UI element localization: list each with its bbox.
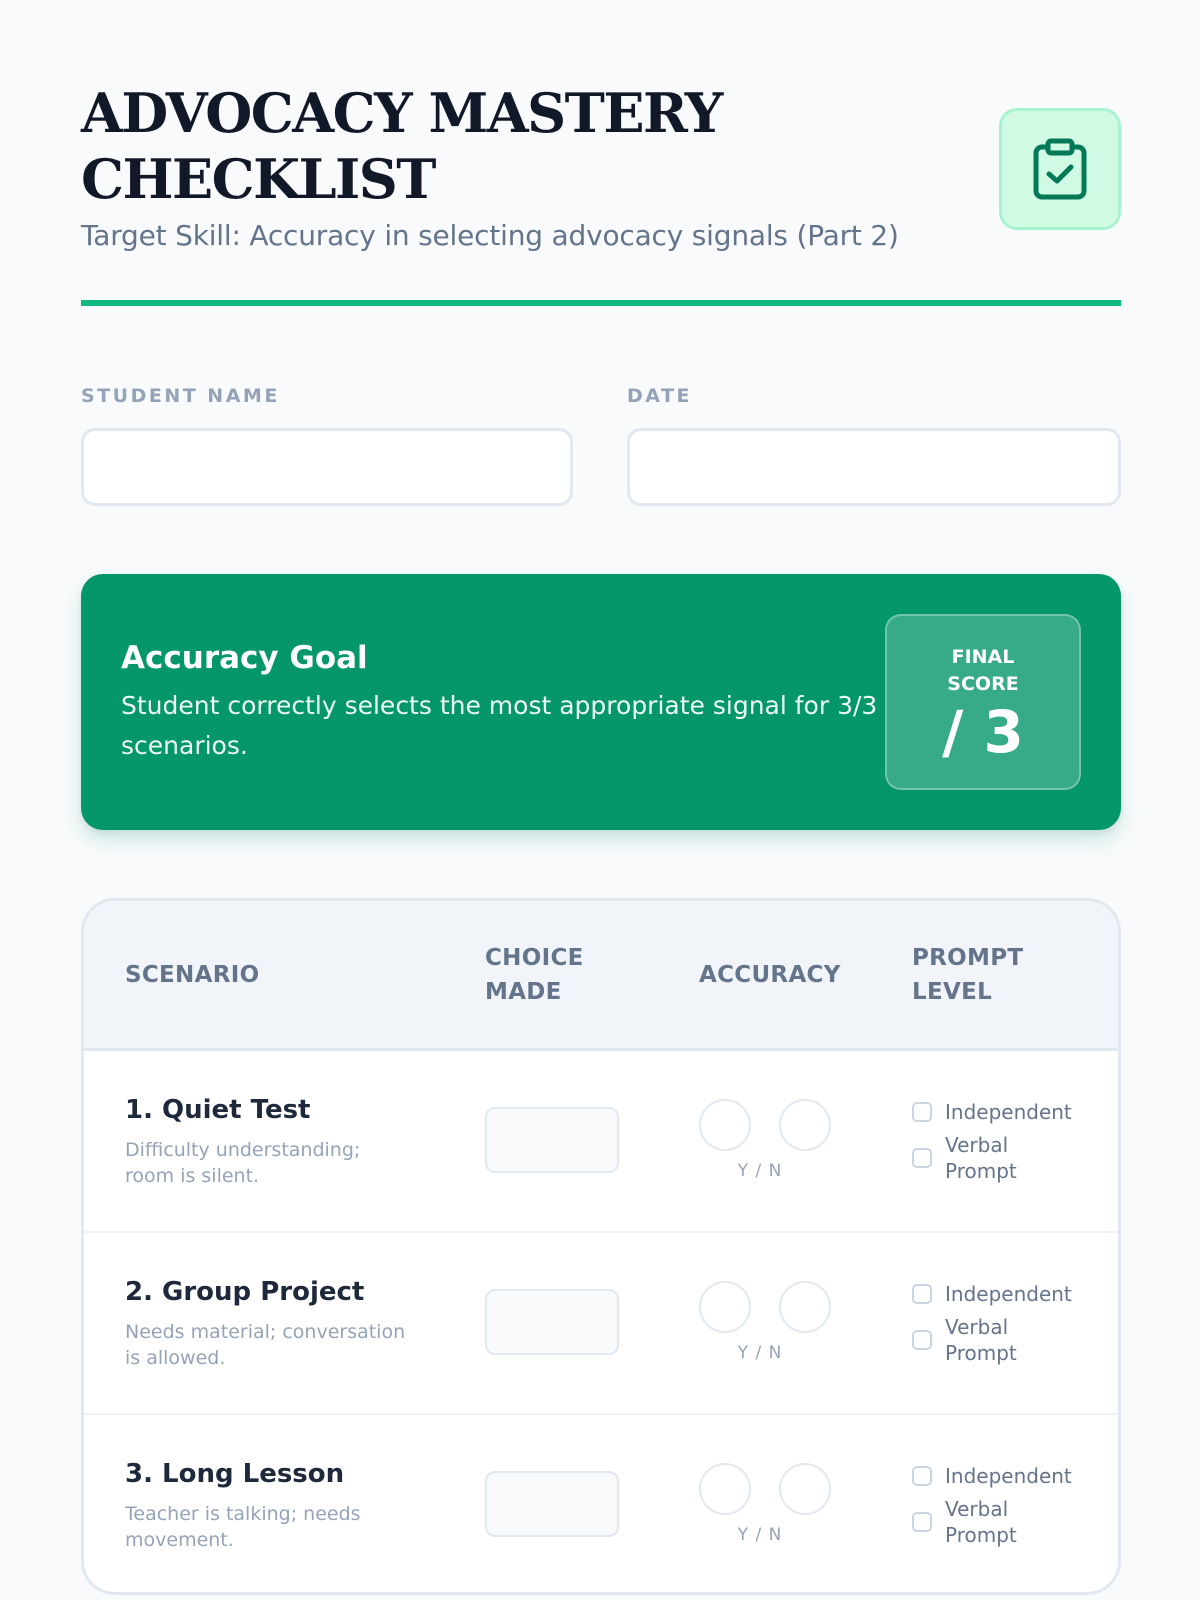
independent-checkbox[interactable]: [912, 1284, 932, 1304]
independent-checkbox[interactable]: [912, 1466, 932, 1486]
final-score-value: / 3: [942, 698, 1024, 766]
final-score-label: FINAL SCORE: [947, 646, 1019, 695]
student-name-field[interactable]: [81, 428, 573, 506]
accuracy-no-circle[interactable]: [779, 1099, 831, 1151]
independent-label: Independent: [945, 1464, 1072, 1488]
scenario-description: Needs material; conversation is allowed.: [125, 1321, 406, 1369]
table-header: [84, 901, 1118, 1051]
clipboard-check-icon: [1032, 138, 1088, 200]
accuracy-yes-circle[interactable]: [699, 1281, 751, 1333]
accuracy-no-circle[interactable]: [779, 1463, 831, 1515]
student-name-label: STUDENT NAME: [81, 385, 280, 407]
date-label: DATE: [627, 385, 692, 407]
accuracy-yes-circle[interactable]: [699, 1099, 751, 1151]
choice-made-field[interactable]: [485, 1289, 619, 1355]
independent-checkbox[interactable]: [912, 1102, 932, 1122]
scenario-title: 2. Group Project: [125, 1277, 365, 1307]
table-row: [84, 1415, 1118, 1595]
verbal-prompt-label: Verbal Prompt: [945, 1315, 1017, 1365]
scenario-table: [81, 898, 1121, 1595]
scenario-title: 1. Quiet Test: [125, 1095, 311, 1125]
verbal-prompt-checkbox[interactable]: [912, 1148, 932, 1168]
accuracy-no-circle[interactable]: [779, 1281, 831, 1333]
independent-label: Independent: [945, 1282, 1072, 1306]
column-header-prompt-level: PROMPT LEVEL: [912, 944, 1024, 1005]
verbal-prompt-label: Verbal Prompt: [945, 1497, 1017, 1547]
accuracy-yes-circle[interactable]: [699, 1463, 751, 1515]
final-score-box: [885, 614, 1081, 790]
accuracy-yn-label: Y / N: [737, 1161, 783, 1181]
independent-label: Independent: [945, 1100, 1072, 1124]
scenario-description: Difficulty understanding; room is silent.: [125, 1139, 361, 1187]
verbal-prompt-checkbox[interactable]: [912, 1330, 932, 1350]
verbal-prompt-label: Verbal Prompt: [945, 1133, 1017, 1183]
column-header-scenario: SCENARIO: [125, 961, 260, 988]
page-title: ADVOCACY MASTERY CHECKLIST: [81, 81, 722, 211]
date-field[interactable]: [627, 428, 1121, 506]
scenario-title: 3. Long Lesson: [125, 1459, 345, 1489]
choice-made-field[interactable]: [485, 1471, 619, 1537]
table-row: [84, 1051, 1118, 1233]
goal-description: Student correctly selects the most appropriate signal for 3/3 scenarios.: [121, 691, 878, 760]
column-header-accuracy: ACCURACY: [699, 961, 841, 988]
accuracy-yn-label: Y / N: [737, 1525, 783, 1545]
header: [81, 80, 1121, 306]
accuracy-goal-card: [81, 574, 1121, 830]
page-subtitle: Target Skill: Accuracy in selecting advocacy signals (Part 2): [81, 219, 899, 252]
verbal-prompt-checkbox[interactable]: [912, 1512, 932, 1532]
column-header-choice-made: CHOICE MADE: [485, 944, 584, 1005]
clipboard-icon-badge: [999, 108, 1121, 230]
choice-made-field[interactable]: [485, 1107, 619, 1173]
table-row: [84, 1233, 1118, 1415]
scenario-description: Teacher is talking; needs movement.: [125, 1503, 361, 1551]
accuracy-yn-label: Y / N: [737, 1343, 783, 1363]
goal-title: Accuracy Goal: [121, 640, 368, 676]
header-divider: [81, 300, 1121, 306]
